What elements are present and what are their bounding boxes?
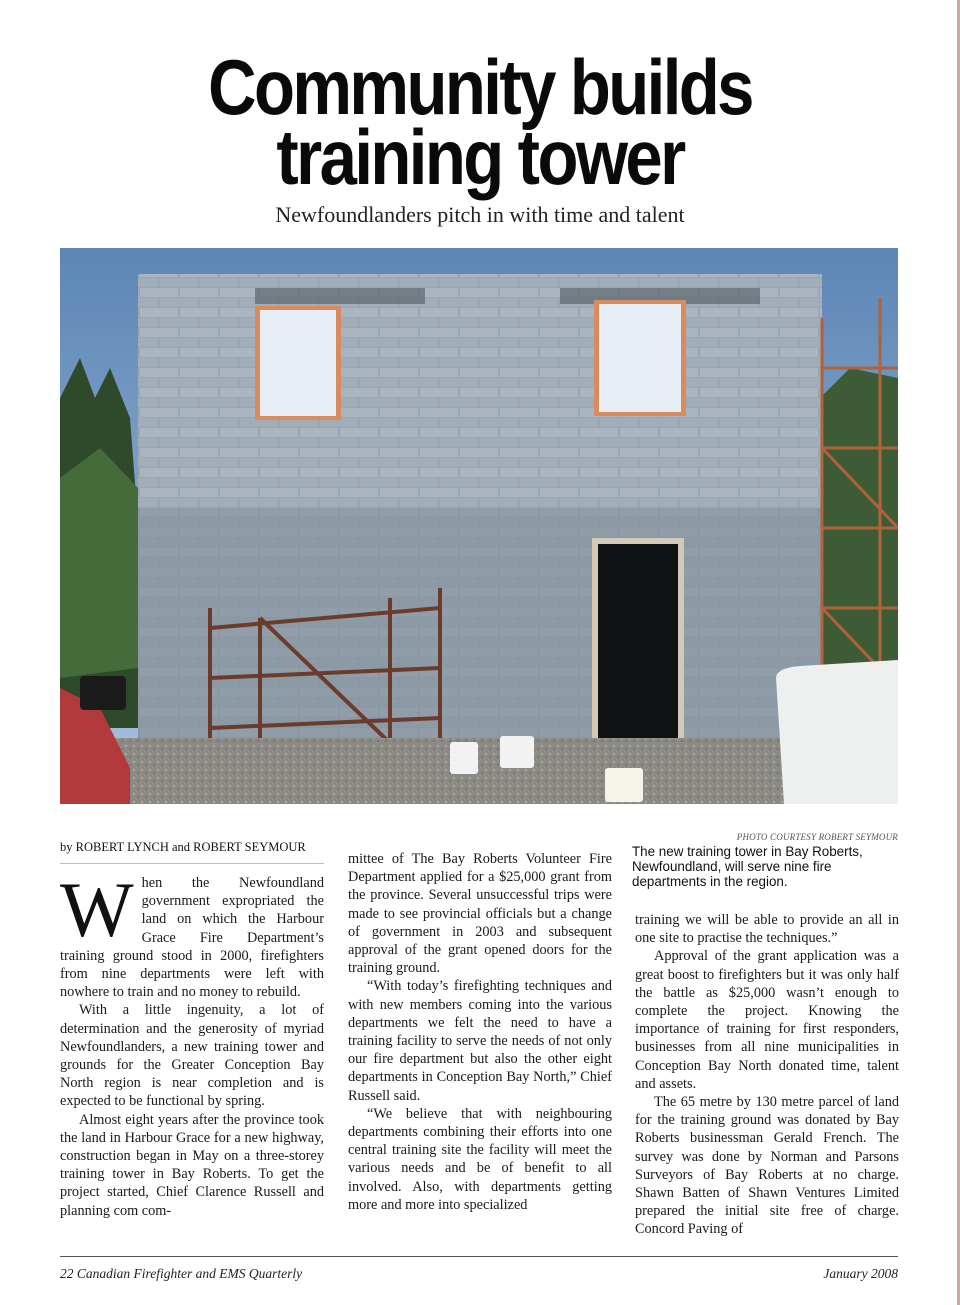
body-paragraph-6: Approval of the grant application was a great boost to firefighters but it was only half the battle as $25,000 wasn’t enough to complete the project. Knowing the importance of training for first responders, businesses from all nine municipalities in Conception Bay North donated time, talent and assets. [635,948,899,1092]
article-headline [67,43,893,201]
photo-caption: The new training tower in Bay Roberts, Newfoundland, will serve nine fire departments in the region. [632,844,863,889]
body-column-3-text [635,911,899,1239]
footer-folio: 22 Canadian Firefighter and EMS Quarterly [60,1266,303,1281]
article-deck: Newfoundlanders pitch in with time and talent [275,202,685,227]
headline-line-1: Community builds [208,43,752,131]
paragraph-3-column-2: mittee of The Bay Roberts Volunteer Fire Department applied for a $25,000 grant from the province. Several unsuccessful trips were made to see provincial officials but a change of government in 2003 and subsequent approval of the grant opened doors for the training ground. [348,851,612,977]
byline: by ROBERT LYNCH and ROBERT SEYMOUR [60,840,324,864]
body-column-1-continued [60,1111,324,1220]
body-column-1 [60,866,324,1111]
body-paragraph-7: The 65 metre by 130 metre parcel of land for the training ground was donated by Bay Roberts businessman Gerald French. The survey was done by Norman and Parsons Surveyors of Bay Roberts at no charge. Shawn Batten of Shawn Ventures Limited prepared the initial site free of charge. Concord Paving of [635,1094,899,1238]
body-paragraph-4: “With today’s firefighting techniques and with new members coming into the various departments we felt the need to have a training facility to serve the needs of not only our fire department but also the other eight departments in Conception Bay North,” Chief Russell said. [348,978,612,1104]
paragraph-3-column-1: Almost eight years after the province took the land in Harbour Grace for a new highway, construction began in May on a three-storey training tower in Bay Roberts. To get the project started, Chief Clarence Russell and planning com com- [60,1111,324,1219]
footer-rule [60,1256,898,1257]
body-column-2-text [348,850,612,1214]
body-paragraph-1 [60,866,324,1001]
paragraph-1-text: hen the Newfoundland government expropriated the land on which the Harbour Grace Fire Department’s training ground stood in 2000, firefighters from nine departments were left with nowhere to train and no money to rebuild. [60,875,324,1001]
headline-line-2: training tower [276,113,684,201]
footer-date: January 2008 [823,1266,898,1281]
paragraph-5-column-3: training we will be able to provide an all in one site to practise the techniques.” [635,912,899,947]
drop-cap: W [60,866,134,953]
body-paragraph-2: With a little ingenuity, a lot of determination and the generosity of myriad Newfoundlanders, a new training tower and grounds for the Greater Conception Bay North region is near completion and is expected to be functional by spring. [60,1002,324,1110]
body-paragraph-3 [60,1111,324,1220]
training-tower-photo [60,248,898,804]
photo-credit: PHOTO COURTESY ROBERT SEYMOUR [736,832,898,842]
paragraph-5-column-2: “We believe that with neighbouring departments combining their efforts into one central training site the facility will meet the various needs and be of benefit to all involved. Also, with departments getting more and more into specialized [348,1105,612,1213]
